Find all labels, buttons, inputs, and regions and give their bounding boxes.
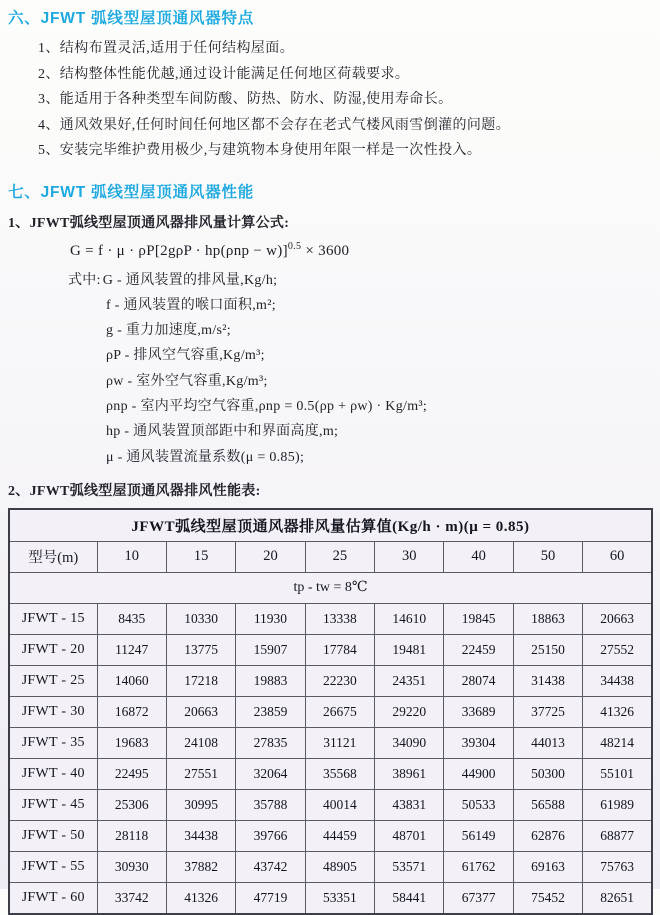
table-row (9, 603, 652, 634)
perf-table-heading: 2、JFWT弧线型屋顶通风器排风性能表: (8, 483, 261, 499)
value-cell: 29220 (375, 696, 444, 727)
column-header: 25 (305, 541, 374, 572)
value-cell: 19481 (375, 634, 444, 665)
formula-tail: × 3600 (301, 242, 350, 259)
value-cell: 44013 (513, 727, 582, 758)
table-row (9, 851, 652, 882)
value-cell: 33742 (97, 882, 166, 914)
model-cell: JFWT - 60 (9, 882, 97, 914)
value-cell: 27835 (236, 727, 305, 758)
value-cell: 18863 (513, 603, 582, 634)
value-cell: 25306 (97, 789, 166, 820)
model-cell: JFWT - 45 (9, 789, 97, 820)
column-header: 20 (236, 541, 305, 572)
column-header: 50 (513, 541, 582, 572)
table-row (9, 789, 652, 820)
value-cell: 27552 (583, 634, 652, 665)
value-cell: 16872 (97, 696, 166, 727)
value-cell: 62876 (513, 820, 582, 851)
value-cell: 35568 (305, 758, 374, 789)
value-cell: 32064 (236, 758, 305, 789)
value-cell: 13338 (305, 603, 374, 634)
temperature-condition: tp - tw = 8℃ (9, 572, 652, 603)
value-cell: 14610 (375, 603, 444, 634)
value-cell: 41326 (166, 882, 235, 914)
value-cell: 37882 (166, 851, 235, 882)
value-cell: 48701 (375, 820, 444, 851)
value-cell: 61989 (583, 789, 652, 820)
value-cell: 28074 (444, 665, 513, 696)
value-cell: 15907 (236, 634, 305, 665)
value-cell: 13775 (166, 634, 235, 665)
model-cell: JFWT - 40 (9, 758, 97, 789)
table-row (9, 727, 652, 758)
exhaust-volume-formula (70, 241, 654, 260)
table-row (9, 820, 652, 851)
value-cell: 10330 (166, 603, 235, 634)
value-cell: 47719 (236, 882, 305, 914)
value-cell: 56149 (444, 820, 513, 851)
feature-list (38, 36, 654, 164)
value-cell: 11247 (97, 634, 166, 665)
value-cell: 22459 (444, 634, 513, 665)
value-cell: 28118 (97, 820, 166, 851)
value-cell: 20663 (583, 603, 652, 634)
value-cell: 69163 (513, 851, 582, 882)
value-cell: 68877 (583, 820, 652, 851)
value-cell: 34438 (166, 820, 235, 851)
table-row (9, 758, 652, 789)
table-title-row (9, 509, 652, 542)
value-cell: 82651 (583, 882, 652, 914)
value-cell: 22495 (97, 758, 166, 789)
value-cell: 67377 (444, 882, 513, 914)
value-cell: 39304 (444, 727, 513, 758)
value-cell: 38961 (375, 758, 444, 789)
value-cell: 41326 (583, 696, 652, 727)
value-cell: 55101 (583, 758, 652, 789)
value-cell: 19845 (444, 603, 513, 634)
value-cell: 56588 (513, 789, 582, 820)
value-cell: 34090 (375, 727, 444, 758)
formula-definitions (8, 268, 654, 470)
formula-main: G = f · μ · ρP[2gρP · hp(ρnp − w)] (70, 242, 288, 259)
table-body (9, 603, 652, 914)
model-cell: JFWT - 55 (9, 851, 97, 882)
value-cell: 35788 (236, 789, 305, 820)
value-cell: 53351 (305, 882, 374, 914)
definition-text: G - 通风装置的排风量,Kg/h; (102, 272, 278, 288)
value-cell: 31438 (513, 665, 582, 696)
feature-item: 3、能适用于各种类型车间防酸、防热、防水、防湿,使用寿命长。 (38, 92, 453, 107)
model-cell: JFWT - 20 (9, 634, 97, 665)
feature-item: 2、结构整体性能优越,通过设计能满足任何地区荷载要求。 (38, 66, 410, 82)
value-cell: 24351 (375, 665, 444, 696)
value-cell: 48905 (305, 851, 374, 882)
column-header: 15 (166, 541, 235, 572)
value-cell: 58441 (375, 882, 444, 914)
model-cell: JFWT - 50 (9, 820, 97, 851)
where-label: 式中: (68, 272, 101, 288)
definition-row: hp - 通风装置顶部距中和界面高度,m; (106, 424, 339, 440)
feature-item: 5、安装完毕维护费用极少,与建筑物本身使用年限一样是一次性投入。 (38, 143, 482, 158)
feature-item: 4、通风效果好,任何时间任何地区都不会存在老式气楼风雨雪倒灌的问题。 (38, 117, 511, 133)
value-cell: 33689 (444, 696, 513, 727)
value-cell: 37725 (513, 696, 582, 727)
value-cell: 40014 (305, 789, 374, 820)
value-cell: 30930 (97, 851, 166, 882)
model-cell: JFWT - 35 (9, 727, 97, 758)
definition-row (68, 268, 654, 293)
value-cell: 34438 (583, 665, 652, 696)
model-cell: JFWT - 30 (9, 696, 97, 727)
value-cell: 44459 (305, 820, 374, 851)
section-performance-title: 七、JFWT 弧线型屋顶通风器性能 (8, 183, 255, 201)
value-cell: 26675 (305, 696, 374, 727)
value-cell: 43742 (236, 851, 305, 882)
value-cell: 61762 (444, 851, 513, 882)
value-cell: 19683 (97, 727, 166, 758)
value-cell: 53571 (375, 851, 444, 882)
condition-row (9, 572, 652, 603)
column-header: 40 (444, 541, 513, 572)
value-cell: 31121 (305, 727, 374, 758)
table-row (9, 696, 652, 727)
definition-row: g - 重力加速度,m/s²; (106, 323, 231, 339)
definition-row: f - 通风装置的喉口面积,m²; (106, 297, 276, 313)
value-cell: 24108 (166, 727, 235, 758)
performance-table (8, 508, 653, 915)
feature-item: 1、结构布置灵活,适用于任何结构屋面。 (38, 41, 295, 56)
model-cell: JFWT - 15 (9, 603, 97, 634)
definition-row: ρw - 室外空气容重,Kg/m³; (106, 373, 268, 389)
value-cell: 43831 (375, 789, 444, 820)
calc-formula-heading: 1、JFWT弧线型屋顶通风器排风量计算公式: (8, 215, 290, 231)
value-cell: 23859 (236, 696, 305, 727)
formula-exponent: 0.5 (287, 240, 302, 252)
value-cell: 39766 (236, 820, 305, 851)
table-title: JFWT弧线型屋顶通风器排风量估算值(Kg/h · m)(μ = 0.85) (9, 509, 652, 542)
value-cell: 11930 (236, 603, 305, 634)
column-header: 60 (583, 541, 652, 572)
value-cell: 48214 (583, 727, 652, 758)
value-cell: 20663 (166, 696, 235, 727)
section-features-title: 六、JFWT 弧线型屋顶通风器特点 (8, 10, 255, 27)
value-cell: 27551 (166, 758, 235, 789)
value-cell: 14060 (97, 665, 166, 696)
value-cell: 17218 (166, 665, 235, 696)
table-row (9, 634, 652, 665)
column-header: 10 (97, 541, 166, 572)
value-cell: 19883 (236, 665, 305, 696)
value-cell: 50300 (513, 758, 582, 789)
definition-row: ρP - 排风空气容重,Kg/m³; (106, 348, 265, 364)
value-cell: 75763 (583, 851, 652, 882)
column-header: 30 (375, 541, 444, 572)
value-cell: 50533 (444, 789, 513, 820)
value-cell: 30995 (166, 789, 235, 820)
value-cell: 44900 (444, 758, 513, 789)
value-cell: 75452 (513, 882, 582, 914)
definition-row: ρnp - 室内平均空气容重,ρnp = 0.5(ρp + ρw) · Kg/m³; (106, 398, 428, 414)
value-cell: 17784 (305, 634, 374, 665)
model-cell: JFWT - 25 (9, 665, 97, 696)
value-cell: 22230 (305, 665, 374, 696)
table-row (9, 665, 652, 696)
table-row (9, 882, 652, 914)
column-header-model: 型号(m) (9, 541, 97, 572)
value-cell: 8435 (97, 603, 166, 634)
value-cell: 25150 (513, 634, 582, 665)
definition-row: μ - 通风装置流量系数(μ = 0.85); (106, 449, 305, 465)
table-header-row (9, 541, 652, 572)
